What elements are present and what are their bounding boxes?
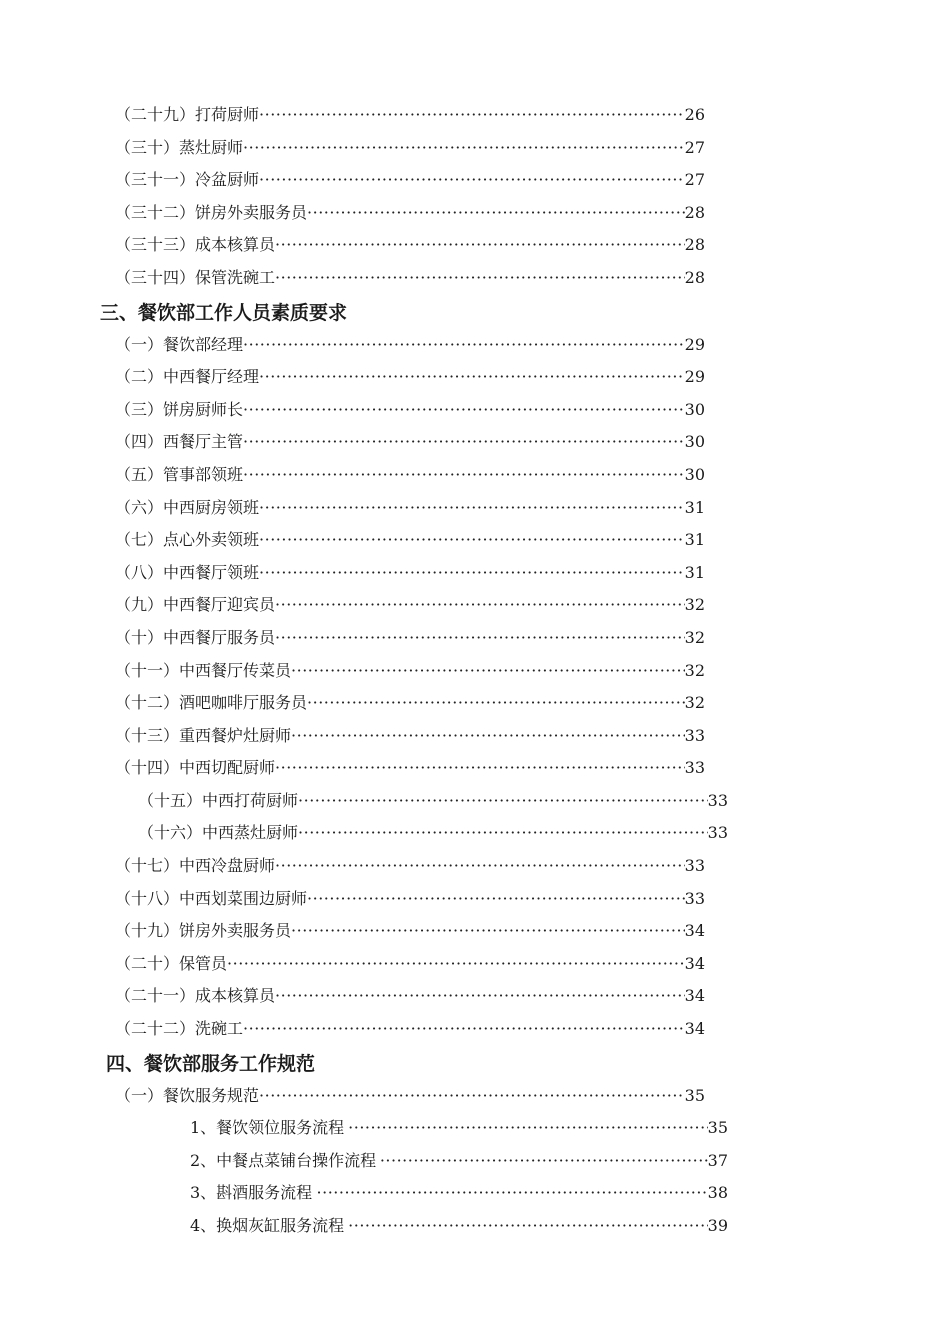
toc-entry-page: 39 (707, 1216, 728, 1235)
toc-entry-page: 31 (684, 562, 705, 582)
toc-entry-page: 31 (684, 497, 705, 517)
toc-entry-page: 29 (684, 334, 705, 354)
toc-entry-label: （十二）酒吧咖啡厅服务员 (115, 693, 308, 713)
toc-entry-label: 4、换烟灰缸服务流程 (190, 1216, 345, 1235)
toc-leader-dots (275, 986, 685, 1005)
toc-entry-label: 3、斟酒服务流程 (190, 1183, 313, 1203)
toc-entry[interactable] (0, 200, 705, 233)
toc-leader-dots (291, 921, 685, 940)
toc-leader-dots (259, 1086, 685, 1105)
toc-entry-label: （七）点心外卖领班 (115, 530, 260, 550)
toc-leader-dots (243, 335, 685, 354)
toc-entry-page: 33 (707, 790, 728, 810)
toc-entry[interactable] (0, 527, 705, 560)
toc-entry-label: （十六）中西蒸灶厨师 (138, 823, 299, 843)
toc-entry[interactable] (0, 429, 705, 462)
toc-entry-label: （十）中西餐厅服务员 (115, 627, 276, 647)
toc-entry-page: 30 (684, 432, 705, 452)
toc-entry-page: 34 (684, 953, 705, 973)
toc-entry-label: 2、中餐点菜铺台操作流程 (190, 1150, 377, 1170)
toc-entry-page: 38 (707, 1183, 728, 1203)
toc-section-heading-text: 三、餐饮部工作人员素质要求 (100, 301, 348, 324)
toc-entry-label: （二十一）成本核算员 (115, 986, 276, 1006)
toc-entry-label: （十四）中西切配厨师 (115, 758, 276, 778)
toc-entry[interactable] (0, 853, 705, 886)
toc-entry-label: （二十二）洗碗工 (115, 1019, 244, 1039)
toc-entry-page: 37 (707, 1150, 728, 1170)
toc-entry-page: 33 (707, 823, 728, 843)
toc-entry[interactable] (0, 462, 705, 495)
toc-leader-dots (275, 758, 685, 777)
toc-entry-label: （一）餐饮服务规范 (115, 1085, 260, 1105)
toc-entry-page: 33 (684, 725, 705, 745)
toc-entry[interactable] (0, 755, 705, 788)
toc-entry[interactable] (0, 265, 705, 298)
toc-entry[interactable] (0, 1016, 705, 1049)
toc-entry[interactable] (0, 788, 728, 821)
toc-entry[interactable] (0, 723, 705, 756)
toc-leader-dots (275, 595, 685, 614)
toc-entry[interactable] (0, 886, 705, 919)
toc-leader-dots (275, 628, 685, 647)
toc-entry[interactable] (0, 364, 705, 397)
toc-entry[interactable] (0, 495, 705, 528)
toc-entry-page: 31 (684, 530, 705, 550)
toc-entry-page: 33 (684, 888, 705, 908)
toc-leader-dots (307, 203, 685, 222)
toc-leader-dots (259, 367, 685, 386)
toc-section-heading[interactable] (0, 1049, 950, 1083)
toc-entry-page: 32 (684, 627, 705, 647)
toc-entry-label: （九）中西餐厅迎宾员 (115, 595, 276, 615)
toc-entry-page: 34 (684, 986, 705, 1006)
toc-leader-dots (243, 400, 685, 419)
toc-entry-page: 34 (684, 921, 705, 941)
toc-entry-label: （十一）中西餐厅传菜员 (115, 660, 292, 680)
toc-entry[interactable] (0, 592, 705, 625)
toc-section-heading[interactable] (0, 298, 950, 332)
toc-leader-dots (259, 170, 685, 189)
toc-entry-page: 28 (684, 267, 705, 287)
toc-entry-label: （十五）中西打荷厨师 (138, 790, 299, 810)
toc-entry-page: 28 (684, 235, 705, 255)
toc-leader-dots (307, 693, 685, 712)
toc-leader-dots (259, 498, 685, 517)
toc-entry-label: （六）中西厨房领班 (115, 497, 260, 517)
toc-entry-label: （十九）饼房外卖服务员 (115, 921, 292, 941)
toc-entry-label: （二十）保管员 (115, 953, 228, 973)
toc-entry[interactable] (0, 1083, 705, 1116)
toc-entry-page: 26 (684, 105, 705, 124)
toc-leader-dots (298, 823, 708, 842)
toc-leader-dots (243, 432, 685, 451)
toc-leader-dots (275, 268, 685, 287)
toc-entry[interactable] (0, 951, 705, 984)
toc-leader-dots (243, 465, 685, 484)
toc-entry[interactable] (0, 167, 705, 200)
toc-entry-page: 32 (684, 693, 705, 713)
toc-entry-page: 33 (684, 856, 705, 876)
toc-entry-label: （十八）中西划菜围边厨师 (115, 888, 308, 908)
toc-entry-page: 33 (684, 758, 705, 778)
toc-entry-label: （二十九）打荷厨师 (115, 105, 260, 124)
toc-leader-dots (307, 889, 685, 908)
toc-subentry[interactable] (0, 1115, 728, 1148)
toc-section-heading-text: 四、餐饮部服务工作规范 (106, 1052, 316, 1075)
toc-entry[interactable] (0, 135, 705, 168)
toc-leader-dots (227, 954, 685, 973)
toc-entry[interactable] (0, 102, 705, 135)
toc-entry-label: 1、餐饮领位服务流程 (190, 1118, 345, 1138)
toc-entry-label: （三）饼房厨师长 (115, 399, 244, 419)
toc-leader-dots (243, 138, 685, 157)
toc-entry-label: （八）中西餐厅领班 (115, 562, 260, 582)
toc-leader-dots (275, 235, 685, 254)
toc-entry-page: 30 (684, 464, 705, 484)
toc-entry-label: （三十三）成本核算员 (115, 235, 276, 255)
toc-entry[interactable] (0, 625, 705, 658)
toc-entry[interactable] (0, 690, 705, 723)
toc-entry[interactable] (0, 232, 705, 265)
table-of-contents (0, 102, 950, 1246)
toc-leader-dots (317, 1183, 708, 1202)
toc-entry[interactable] (0, 397, 705, 430)
toc-entry-label: （十七）中西冷盘厨师 (115, 856, 276, 876)
toc-leader-dots (348, 1118, 707, 1137)
toc-entry-page: 27 (684, 170, 705, 190)
toc-entry[interactable] (0, 820, 728, 853)
toc-entry[interactable] (0, 658, 705, 691)
toc-entry-label: （三十）蒸灶厨师 (115, 137, 244, 157)
toc-leader-dots (275, 856, 685, 875)
toc-entry[interactable] (0, 560, 705, 593)
toc-entry-page: 32 (684, 660, 705, 680)
toc-leader-dots (291, 661, 685, 680)
toc-entry-label: （五）管事部领班 (115, 464, 244, 484)
toc-leader-dots (259, 563, 685, 582)
toc-entry-label: （三十一）冷盆厨师 (115, 170, 260, 190)
toc-entry[interactable] (0, 918, 705, 951)
toc-leader-dots (348, 1216, 707, 1235)
toc-entry-page: 30 (684, 399, 705, 419)
toc-entry-page: 35 (707, 1118, 728, 1138)
toc-entry-page: 34 (684, 1019, 705, 1039)
toc-entry-page: 35 (684, 1085, 705, 1105)
toc-leader-dots (259, 105, 685, 124)
toc-entry-label: （十三）重西餐炉灶厨师 (115, 725, 292, 745)
toc-entry-page: 29 (684, 367, 705, 387)
toc-leader-dots (259, 530, 685, 549)
toc-entry[interactable] (0, 983, 705, 1016)
toc-leader-dots (291, 726, 685, 745)
toc-leader-dots (380, 1151, 708, 1170)
toc-entry-label: （三十四）保管洗碗工 (115, 267, 276, 287)
toc-entry-label: （四）西餐厅主管 (115, 432, 244, 452)
toc-subentry[interactable] (0, 1213, 728, 1246)
toc-entry-page: 32 (684, 595, 705, 615)
toc-subentry[interactable] (0, 1180, 728, 1213)
toc-entry-page: 27 (684, 137, 705, 157)
toc-entry-page: 28 (684, 202, 705, 222)
toc-leader-dots (243, 1019, 685, 1038)
toc-entry-label: （二）中西餐厅经理 (115, 367, 260, 387)
toc-entry-label: （三十二）饼房外卖服务员 (115, 202, 308, 222)
toc-leader-dots (298, 791, 708, 810)
toc-entry[interactable] (0, 332, 705, 365)
toc-subentry[interactable] (0, 1148, 728, 1181)
toc-entry-label: （一）餐饮部经理 (115, 334, 244, 354)
